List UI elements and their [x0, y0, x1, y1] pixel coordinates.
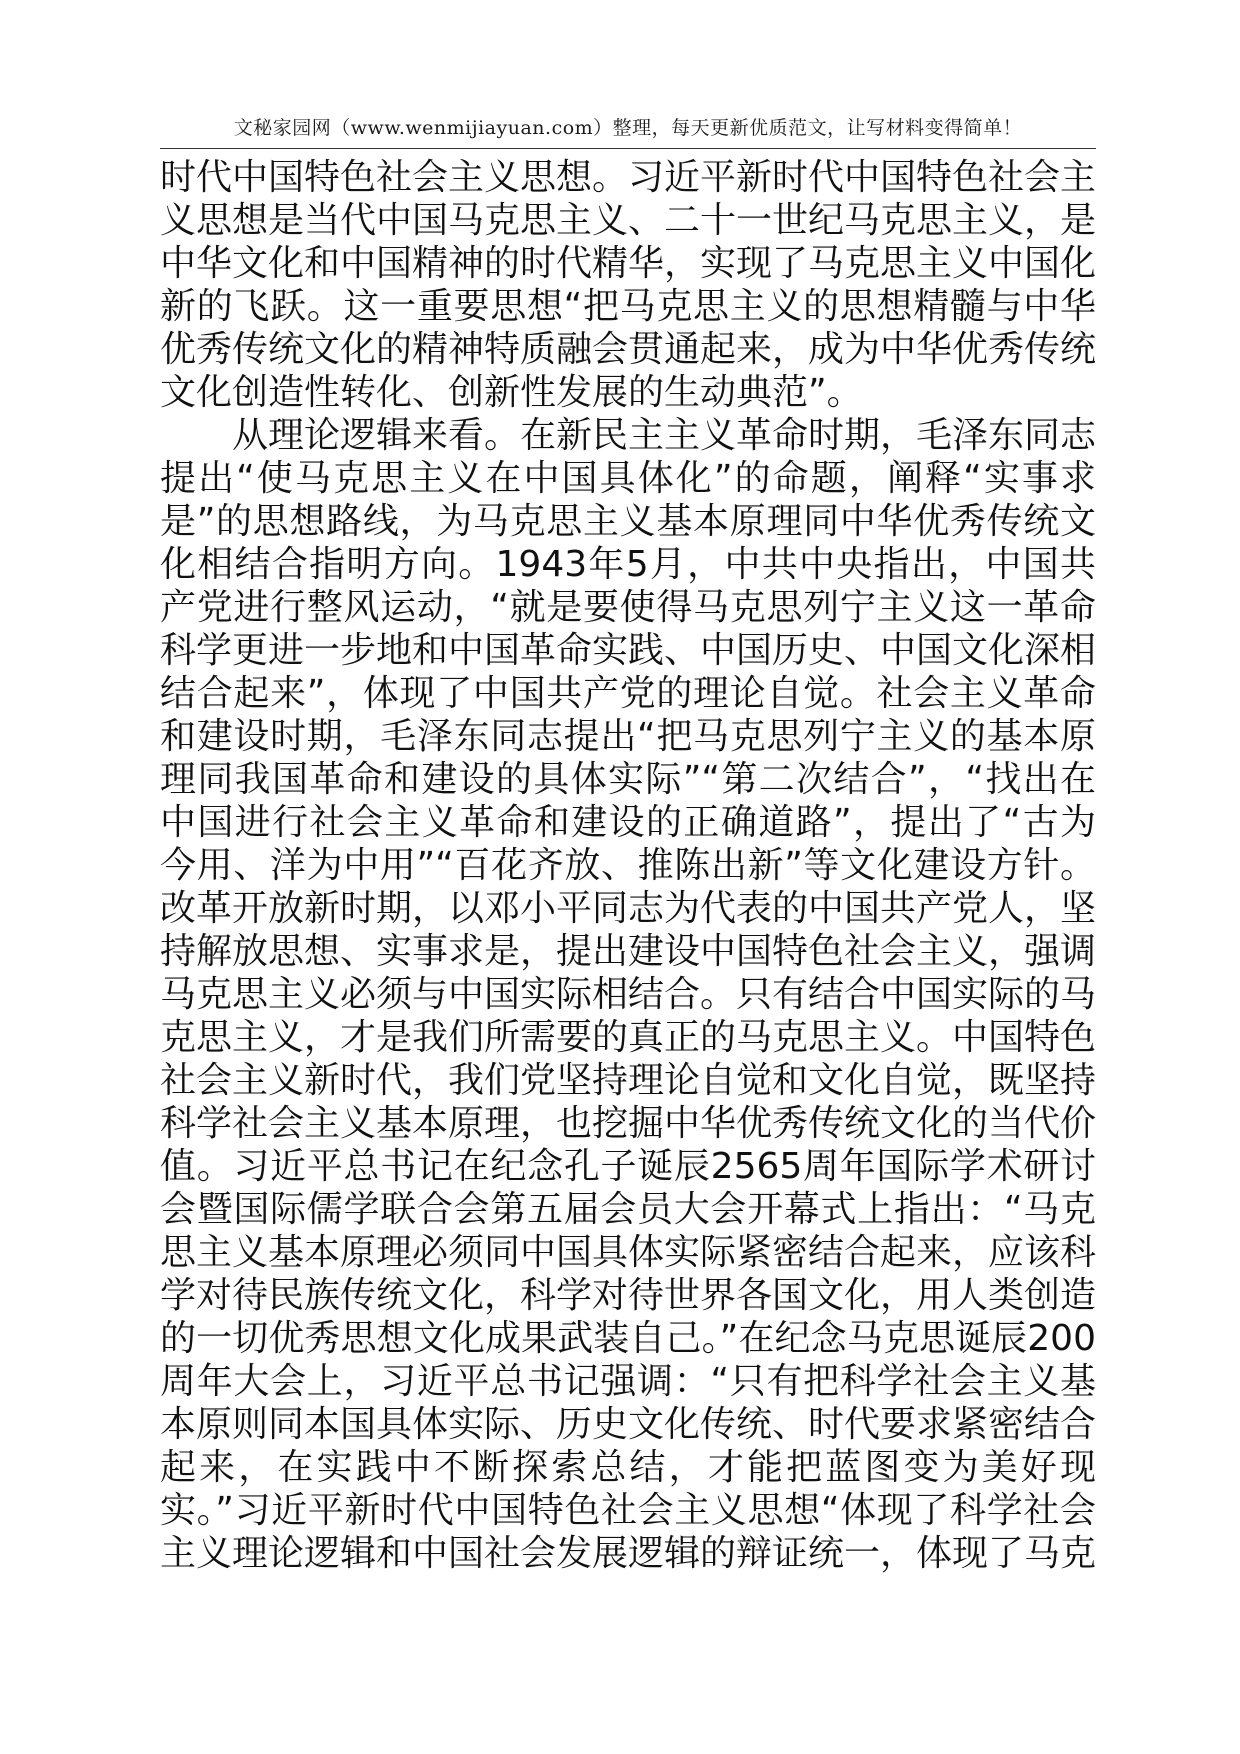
paragraph-continuation: 时代中国特色社会主义思想。习近平新时代中国特色社会主义思想是当代中国马克思主义、二十一世纪马克思主义，是中华文化和中国精神的时代精华，实现了马克思主义中国化新的飞跃。这一重要思想“把马克思主义的思想精髓与中华优秀传统文化的精神特质融会贯通起来，成为中华优秀传统文化创造性转化、创新性发展的生动典范”。 — [160, 157, 1097, 413]
paragraph-theoretical-logic: 从理论逻辑来看。在新民主主义革命时期，毛泽东同志提出“使马克思主义在中国具体化”的命题，阐释“实事求是”的思想路线，为马克思主义基本原理同中华优秀传统文化相结合指明方向。1943年5月，中共中央指出，中国共产党进行整风运动，“就是要使得马克思列宁主义这一革命科学更进一步地和中国革命实践、中国历史、中国文化深相结合起来”，体现了中国共产党的理论自觉。社会主义革命和建设时期，毛泽东同志提出“把马克思列宁主义的基本原理同我国革命和建设的具体实际”“第二次结合”，“找出在中国进行社会主义革命和建设的正确道路”，提出了“古为今用、洋为中用”“百花齐放、推陈出新”等文化建设方针。改革开放新时期，以邓小平同志为代表的中国共产党人，坚持解放思想、实事求是，提出建设中国特色社会主义，强调马克思主义必须与中国实际相结合。只有结合中国实际的马克思主义，才是我们所需要的真正的马克思主义。中国特色社会主义新时代，我们党坚持理论自觉和文化自觉，既坚持科学社会主义基本原理，也挖掘中华优秀传统文化的当代价值。习近平总书记在纪念孔子诞辰2565周年国际学术研讨会暨国际儒学联合会第五届会员大会开幕式上指出：“马克思主义基本原理必须同中国具体实际紧密结合起来，应该科学对待民族传统文化，科学对待世界各国文化，用人类创造的一切优秀思想文化成果武装自己。”在纪念马克思诞辰200周年大会上，习近平总书记强调：“只有把科学社会主义基本原则同本国具体实际、历史文化传统、时代要求紧密结合起来，在实践中不断探索总结，才能把蓝图变为美好现实。”习近平新时代中国特色社会主义思想“体现了科学社会主义理论逻辑和中国社会发展逻辑的辩证统一，体现了马克 — [160, 415, 1097, 1574]
header-divider — [160, 148, 1096, 149]
document-body — [160, 156, 1096, 1575]
page-header: 文秘家园网（www.wenmijiayuan.com）整理，每天更新优质范文，让写材料变得简单！ — [233, 117, 1023, 139]
